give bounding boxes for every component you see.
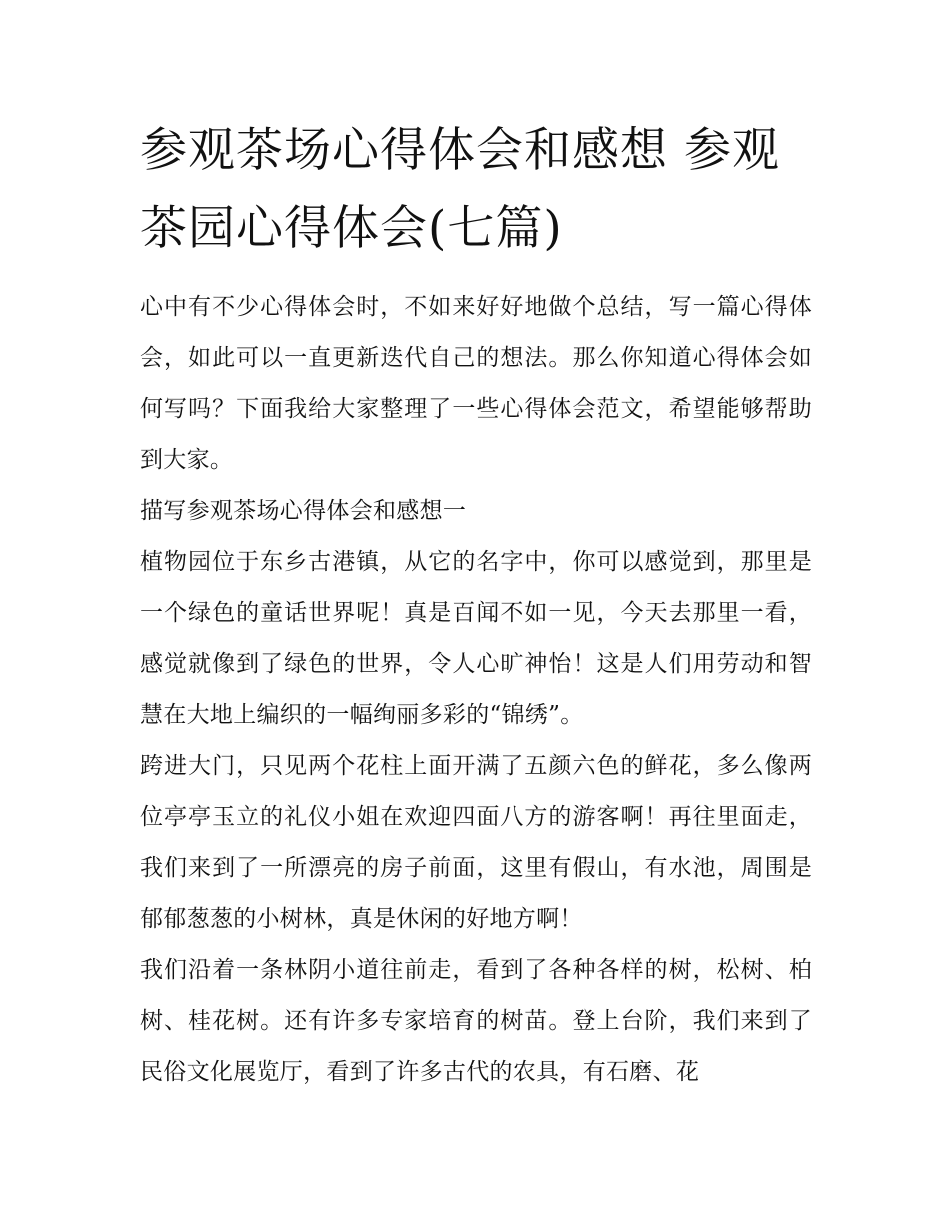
intro-paragraph: 心中有不少心得体会时，不如来好好地做个总结，写一篇心得体会，如此可以一直更新迭代自己的想法。那么你知道心得体会如何写吗？下面我给大家整理了一些心得体会范文，希望能够帮助到大家。 xyxy=(140,294,812,473)
body-paragraph: 跨进大门，只见两个花柱上面开满了五颜六色的鲜花，多么像两位亭亭玉立的礼仪小姐在欢迎四面八方的游客啊！再往里面走，我们来到了一所漂亮的房子前面，这里有假山，有水池，周围是郁郁葱葱的小树林，真是休闲的好地方啊！ xyxy=(140,753,812,932)
section-heading: 描写参观茶场心得体会和感想一 xyxy=(140,498,467,524)
document-title: 参观茶场心得体会和感想 参观茶园心得体会(七篇) xyxy=(140,123,780,256)
body-paragraph: 我们沿着一条林阴小道往前走，看到了各种各样的树，松树、柏树、桂花树。还有许多专家培育的树苗。登上台阶，我们来到了民俗文化展览厅，看到了许多古代的农具，有石磨、花 xyxy=(140,957,812,1085)
body-paragraph: 植物园位于东乡古港镇，从它的名字中，你可以感觉到，那里是一个绿色的童话世界呢！真是百闻不如一见，今天去那里一看，感觉就像到了绿色的世界，令人心旷神怡！这是人们用劳动和智慧在大地上编织的一幅绚丽多彩的“锦绣”。 xyxy=(140,549,812,728)
document-body xyxy=(140,112,812,1098)
